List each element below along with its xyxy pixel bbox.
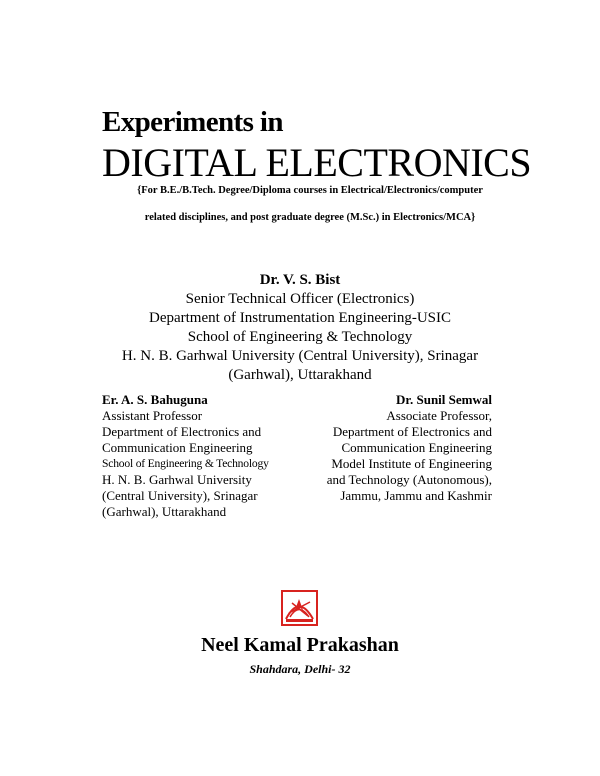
publisher-name: Neel Kamal Prakashan: [201, 634, 399, 656]
main-author-name: Dr. V. S. Bist: [259, 272, 341, 288]
right-author-block: [272, 392, 492, 504]
left-author-line: Communication Engineering: [102, 440, 253, 455]
left-author-line: School of Engineering & Technology: [102, 457, 269, 470]
right-author-line: Department of Electronics and: [332, 424, 492, 439]
left-author-line: (Central University), Srinagar: [102, 488, 258, 503]
publisher-logo-icon: [281, 590, 318, 626]
main-author-line: (Garhwal), Uttarakhand: [228, 367, 372, 383]
main-author-line: School of Engineering & Technology: [187, 329, 413, 345]
left-author-name: Er. A. S. Bahuguna: [102, 392, 208, 407]
title-line-2: DIGITAL ELECTRONICS: [102, 140, 532, 185]
left-author-line: Assistant Professor: [102, 408, 203, 423]
subtitle-line-2: related disciplines, and post graduate degree (M.Sc.) in Electronics/MCA}: [144, 212, 476, 223]
main-author-line: H. N. B. Garhwal University (Central University), Srinagar: [121, 348, 479, 364]
right-author-line: Communication Engineering: [341, 440, 492, 455]
main-author-line: Senior Technical Officer (Electronics): [185, 291, 415, 307]
right-author-name: Dr. Sunil Semwal: [396, 392, 492, 407]
left-author-line: (Garhwal), Uttarakhand: [102, 504, 227, 519]
title-line-1: Experiments in: [102, 106, 283, 138]
left-author-line: H. N. B. Garhwal University: [102, 472, 252, 487]
right-author-line: and Technology (Autonomous),: [326, 472, 492, 487]
right-author-line: Associate Professor,: [386, 408, 492, 423]
main-author-line: Department of Instrumentation Engineering-USIC: [148, 310, 451, 326]
right-author-line: Model Institute of Engineering: [331, 456, 492, 471]
subtitle-line-1: {For B.E./B.Tech. Degree/Diploma courses in Electrical/Electronics/computer: [137, 185, 483, 196]
left-author-line: Department of Electronics and: [102, 424, 262, 439]
main-author-block: [100, 271, 500, 385]
publisher-place: Shahdara, Delhi- 32: [249, 662, 351, 676]
right-author-line: Jammu, Jammu and Kashmir: [340, 488, 492, 503]
